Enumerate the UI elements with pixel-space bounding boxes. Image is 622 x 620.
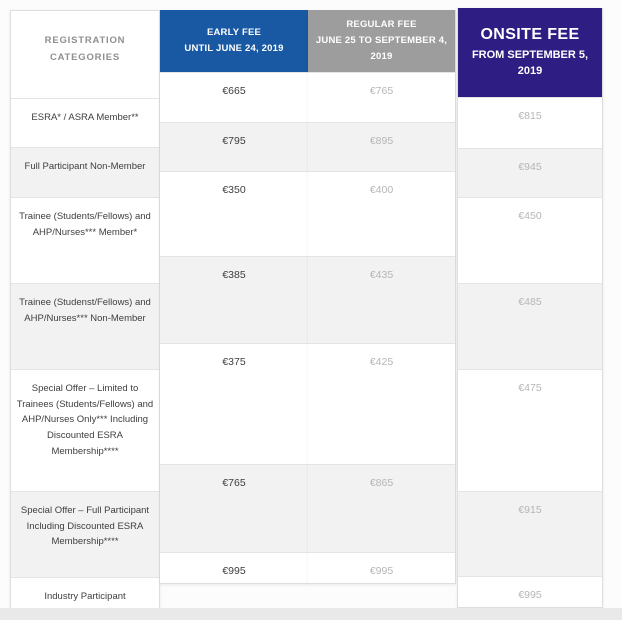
- regular-fee-cell: €995: [308, 552, 455, 583]
- category-cell: Special Offer – Limited to Trainees (Students/Fellows) and AHP/Nurses Only*** Including Discounted ESRA Membership****: [11, 369, 159, 491]
- category-cell: Industry Participant: [11, 577, 159, 608]
- regular-fee-column: [308, 10, 456, 584]
- onsite-fee-cell: €995: [458, 576, 602, 607]
- onsite-fee-cell: €945: [458, 148, 602, 197]
- category-cell: Trainee (Students/Fellows) and AHP/Nurses*** Member*: [11, 197, 159, 283]
- early-fee-cell: €995: [160, 552, 308, 583]
- onsite-fee-cell: €915: [458, 491, 602, 576]
- category-cell: Trainee (Studenst/Fellows) and AHP/Nurses*** Non-Member: [11, 283, 159, 369]
- early-fee-cell: €385: [160, 256, 308, 343]
- regular-fee-header-line: REGULAR FEE: [346, 19, 417, 31]
- category-cell: Special Offer – Full Participant Including Discounted ESRA Membership****: [11, 491, 159, 577]
- onsite-fee-subtitle-line: 2019: [517, 65, 543, 77]
- page-bottom-strip: [0, 608, 622, 620]
- category-cell: ESRA* / ASRA Member**: [11, 98, 159, 147]
- early-fee-header-line: EARLY FEE: [206, 27, 262, 39]
- regular-fee-header: [308, 10, 455, 72]
- onsite-fee-header: [458, 8, 602, 97]
- registration-categories-header: [11, 11, 159, 98]
- onsite-fee-cell: €475: [458, 369, 602, 491]
- early-fee-column: [160, 10, 309, 584]
- onsite-fee-title: ONSITE FEE: [480, 25, 580, 43]
- early-fee-cell: €795: [160, 122, 308, 171]
- onsite-fee-cell: €485: [458, 283, 602, 369]
- early-fee-header: [160, 10, 308, 72]
- category-cell: Full Participant Non-Member: [11, 147, 159, 197]
- regular-fee-header-line: JUNE 25 TO SEPTEMBER 4,: [315, 35, 448, 47]
- regular-fee-cell: €765: [308, 72, 455, 122]
- early-fee-cell: €350: [160, 171, 308, 256]
- registration-categories-column: [10, 10, 160, 609]
- regular-fee-cell: €435: [308, 256, 455, 343]
- regular-fee-cell: €895: [308, 122, 455, 171]
- regular-fee-cell: €865: [308, 464, 455, 552]
- categories-header-line: CATEGORIES: [49, 52, 121, 64]
- onsite-fee-subtitle-line: FROM SEPTEMBER 5,: [471, 48, 589, 61]
- onsite-fee-cell: €450: [458, 197, 602, 283]
- regular-fee-cell: €400: [308, 171, 455, 256]
- onsite-fee-cell: €815: [458, 97, 602, 148]
- early-fee-header-line: UNTIL JUNE 24, 2019: [184, 43, 284, 54]
- onsite-fee-column: [457, 8, 603, 608]
- early-fee-cell: €765: [160, 464, 308, 552]
- regular-fee-cell: €425: [308, 343, 455, 464]
- regular-fee-header-line: 2019: [370, 50, 393, 62]
- early-fee-cell: €375: [160, 343, 308, 464]
- early-fee-cell: €665: [160, 72, 308, 122]
- categories-header-line: REGISTRATION: [44, 35, 126, 46]
